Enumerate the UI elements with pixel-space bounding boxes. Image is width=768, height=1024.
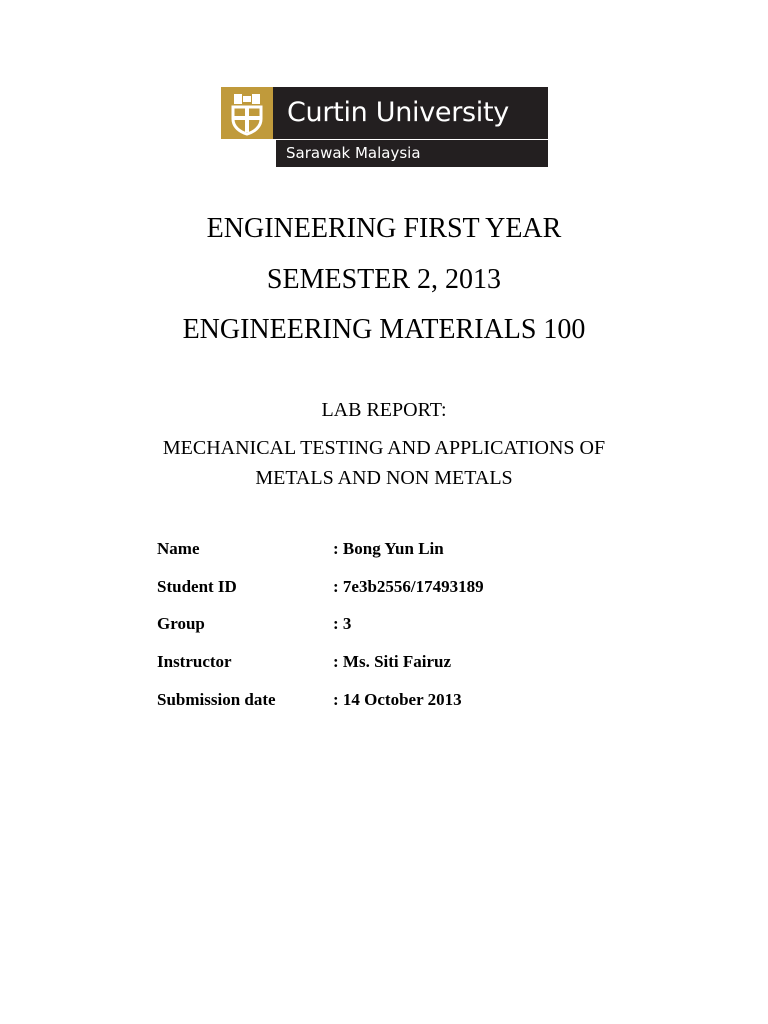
shield-crest-icon xyxy=(221,87,273,139)
logo-top-band xyxy=(221,87,548,139)
logo-campus-name: Sarawak Malaysia xyxy=(286,144,421,162)
heading-semester: SEMESTER 2, 2013 xyxy=(266,264,502,295)
detail-value: : 3 xyxy=(333,614,352,633)
detail-label: Name xyxy=(157,539,200,558)
detail-value: : 7e3b2556/17493189 xyxy=(333,577,484,596)
detail-row-instructor xyxy=(157,649,657,675)
report-title-line1: MECHANICAL TESTING AND APPLICATIONS OF xyxy=(162,437,606,459)
detail-label: Submission date xyxy=(157,690,276,709)
heading-course-year: ENGINEERING FIRST YEAR xyxy=(206,213,562,244)
report-label: LAB REPORT: xyxy=(321,399,447,421)
detail-row-student-id xyxy=(157,574,657,600)
detail-label: Student ID xyxy=(157,577,237,596)
report-title-line2: METALS AND NON METALS xyxy=(255,467,513,489)
detail-value: : Ms. Siti Fairuz xyxy=(333,652,452,671)
detail-row-submission-date xyxy=(157,687,657,713)
detail-value: : Bong Yun Lin xyxy=(333,539,444,558)
detail-label: Group xyxy=(157,614,205,633)
detail-label: Instructor xyxy=(157,652,232,671)
logo-bottom-band xyxy=(276,140,548,167)
logo-crest-box xyxy=(221,87,273,139)
logo-university-name: Curtin University xyxy=(287,97,509,128)
detail-row-name xyxy=(157,536,657,562)
university-logo xyxy=(221,87,548,167)
detail-value: : 14 October 2013 xyxy=(333,690,462,709)
detail-row-group xyxy=(157,611,657,637)
heading-unit: ENGINEERING MATERIALS 100 xyxy=(182,314,586,345)
